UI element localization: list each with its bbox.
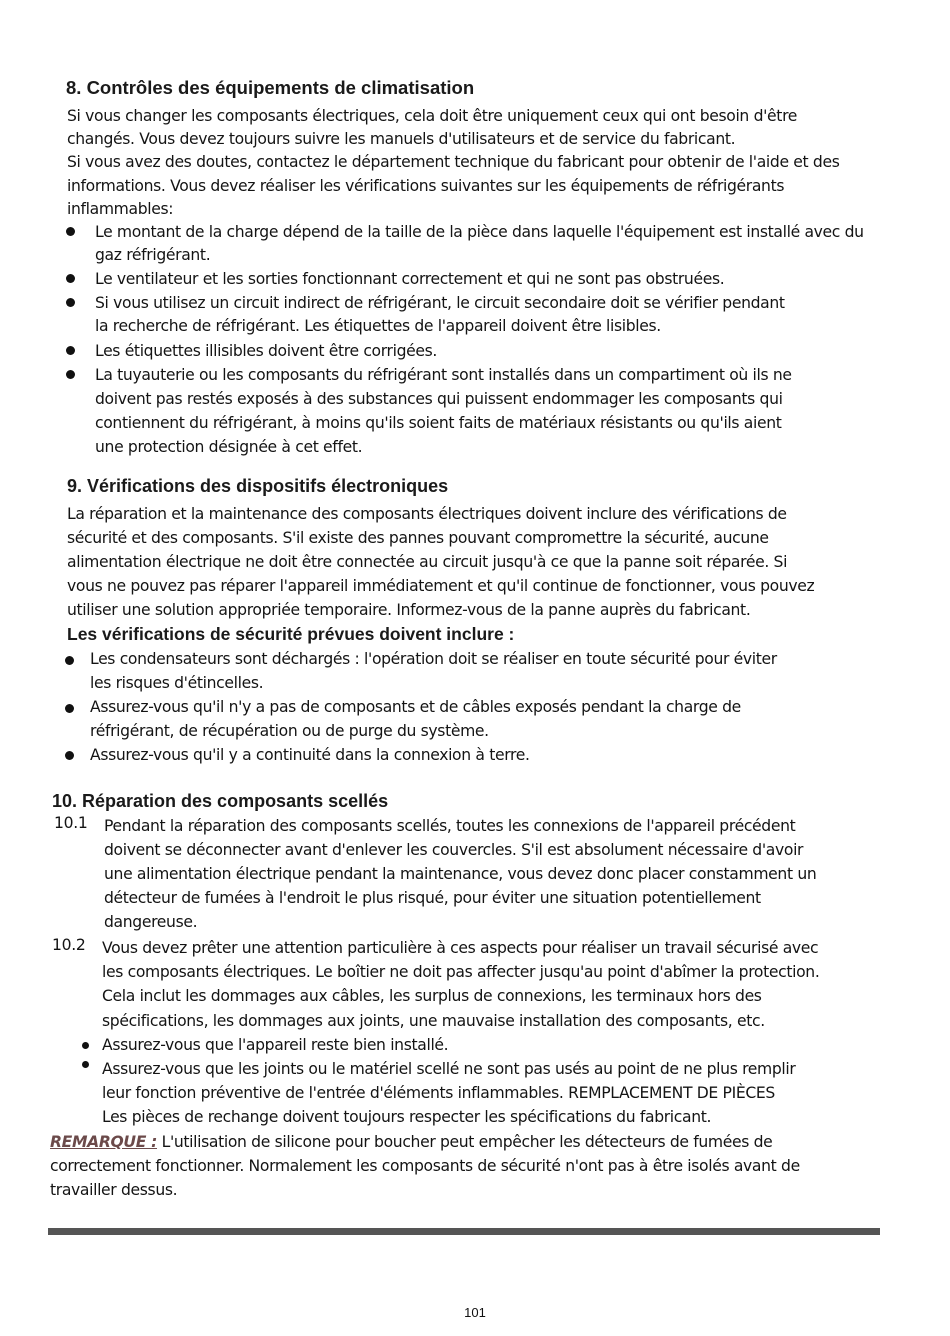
- section-10-bullet-text: Assurez-vous que les joints ou le matériel scellé ne sont pas usés au point de ne plus remplir: [102, 1060, 796, 1078]
- page-number: 101: [464, 1305, 486, 1320]
- remark-label: REMARQUE :: [50, 1133, 157, 1151]
- section-9-intro-line: alimentation électrique ne doit être connectée au circuit jusqu'à ce que la panne soit réparée. Si: [67, 553, 788, 571]
- bullet-dot-icon: [65, 751, 74, 760]
- section-8-intro-line: changés. Vous devez toujours suivre les manuels d'utilisateurs et de service du fabricant.: [67, 130, 736, 148]
- bullet-dot-icon: [65, 704, 74, 713]
- section-10-bullet-text: leur fonction préventive de l'entrée d'éléments inflammables. REMPLACEMENT DE PIÈCES: [102, 1084, 775, 1102]
- item-10-2-line: spécifications, les dommages aux joints, une mauvaise installation des composants, etc.: [102, 1012, 765, 1030]
- item-10-1-line: dangereuse.: [104, 913, 198, 931]
- bullet-dot-icon: [66, 227, 75, 236]
- remark-line: travailler dessus.: [50, 1181, 178, 1199]
- item-number: 10.2: [52, 936, 86, 954]
- remark-text: L'utilisation de silicone pour boucher peut empêcher les détecteurs de fumées de: [157, 1133, 773, 1151]
- section-8-bullet-text: Les étiquettes illisibles doivent être corrigées.: [95, 342, 437, 360]
- section-10-bullet-text: Les pièces de rechange doivent toujours respecter les spécifications du fabricant.: [102, 1108, 712, 1126]
- section-8-intro-line: Si vous avez des doutes, contactez le département technique du fabricant pour obtenir de l'aide et des: [67, 153, 840, 171]
- section-9-intro-line: sécurité et des composants. S'il existe des pannes pouvant compromettre la sécurité, aucune: [67, 529, 769, 547]
- item-10-2-line: Cela inclut les dommages aux câbles, les surplus de connexions, les terminaux hors des: [102, 987, 762, 1005]
- item-10-1-line: détecteur de fumées à l'endroit le plus risqué, pour éviter une situation potentiellement: [104, 889, 761, 907]
- section-9-bullet-text: Assurez-vous qu'il n'y a pas de composants et de câbles exposés pendant la charge de: [90, 698, 741, 716]
- section-8-intro-line: Si vous changer les composants électriques, cela doit être uniquement ceux qui ont besoin d'être: [67, 107, 798, 125]
- section-9-subtitle: Les vérifications de sécurité prévues doivent inclure :: [67, 624, 515, 644]
- section-8-intro-line: informations. Vous devez réaliser les vérifications suivantes sur les équipements de réfrigérants: [67, 177, 785, 195]
- section-9-bullet-text: réfrigérant, de récupération ou de purge du système.: [90, 722, 489, 740]
- bullet-dot-icon: [66, 346, 75, 355]
- section-8-bullet-text: Si vous utilisez un circuit indirect de réfrigérant, le circuit secondaire doit se vérifier pendant: [95, 294, 785, 312]
- remark-line: [50, 1130, 772, 1154]
- remark-line: correctement fonctionner. Normalement les composants de sécurité n'ont pas à être isolés avant de: [50, 1157, 800, 1175]
- section-9-intro-line: La réparation et la maintenance des composants électriques doivent inclure des vérifications de: [67, 505, 787, 523]
- section-8-intro-line: inflammables:: [67, 200, 174, 218]
- item-10-2-line: les composants électriques. Le boîtier ne doit pas affecter jusqu'au point d'abîmer la protection.: [102, 963, 820, 981]
- section-9-intro-line: vous ne pouvez pas réparer l'appareil immédiatement et qu'il continue de fonctionner, vous pouvez: [67, 577, 815, 595]
- item-number: 10.1: [54, 814, 88, 832]
- section-9-title: 9. Vérifications des dispositifs électroniques: [67, 476, 449, 496]
- section-8-bullet-text: contiennent du réfrigérant, à moins qu'ils soient faits de matériaux résistants ou qu'ils aient: [95, 414, 782, 432]
- item-10-1-line: Pendant la réparation des composants scellés, toutes les connexions de l'appareil précédent: [104, 817, 796, 835]
- footer-divider: [48, 1228, 880, 1235]
- section-8-bullet-text: La tuyauterie ou les composants du réfrigérant sont installés dans un compartiment où ils ne: [95, 366, 792, 384]
- item-10-2-line: Vous devez prêter une attention particulière à ces aspects pour réaliser un travail sécurisé avec: [102, 939, 819, 957]
- section-8-bullet-text: Le ventilateur et les sorties fonctionnant correctement et qui ne sont pas obstruées.: [95, 270, 725, 288]
- bullet-dot-icon: [66, 274, 75, 283]
- section-9-bullet-text: Les condensateurs sont déchargés : l'opération doit se réaliser en toute sécurité pour éviter: [90, 650, 777, 668]
- section-8-bullet-text: Le montant de la charge dépend de la taille de la pièce dans laquelle l'équipement est installé avec du: [95, 223, 864, 241]
- bullet-dot-icon: [82, 1042, 89, 1049]
- section-9-bullet-text: les risques d'étincelles.: [90, 674, 264, 692]
- section-10-title: 10. Réparation des composants scellés: [52, 791, 389, 811]
- section-9-intro-line: utiliser une solution appropriée temporaire. Informez-vous de la panne auprès du fabricant.: [67, 601, 751, 619]
- item-10-1-line: doivent se déconnecter avant d'enlever les couvercles. S'il est absolument nécessaire d'avoir: [104, 841, 804, 859]
- section-8-title: 8. Contrôles des équipements de climatisation: [66, 77, 475, 98]
- bullet-dot-icon: [66, 370, 75, 379]
- section-10-bullet-text: Assurez-vous que l'appareil reste bien installé.: [102, 1036, 449, 1054]
- section-8-bullet-text: une protection désignée à cet effet.: [95, 438, 363, 456]
- bullet-dot-icon: [82, 1061, 89, 1068]
- section-8-bullet-text: doivent pas restés exposés à des substances qui puissent endommager les composants qui: [95, 390, 783, 408]
- section-9-bullet-text: Assurez-vous qu'il y a continuité dans la connexion à terre.: [90, 746, 530, 764]
- section-8-bullet-text: la recherche de réfrigérant. Les étiquettes de l'appareil doivent être lisibles.: [95, 317, 661, 335]
- item-10-1-line: une alimentation électrique pendant la maintenance, vous devez donc placer constamment un: [104, 865, 817, 883]
- bullet-dot-icon: [65, 656, 74, 665]
- section-8-bullet-text: gaz réfrigérant.: [95, 246, 211, 264]
- bullet-dot-icon: [66, 298, 75, 307]
